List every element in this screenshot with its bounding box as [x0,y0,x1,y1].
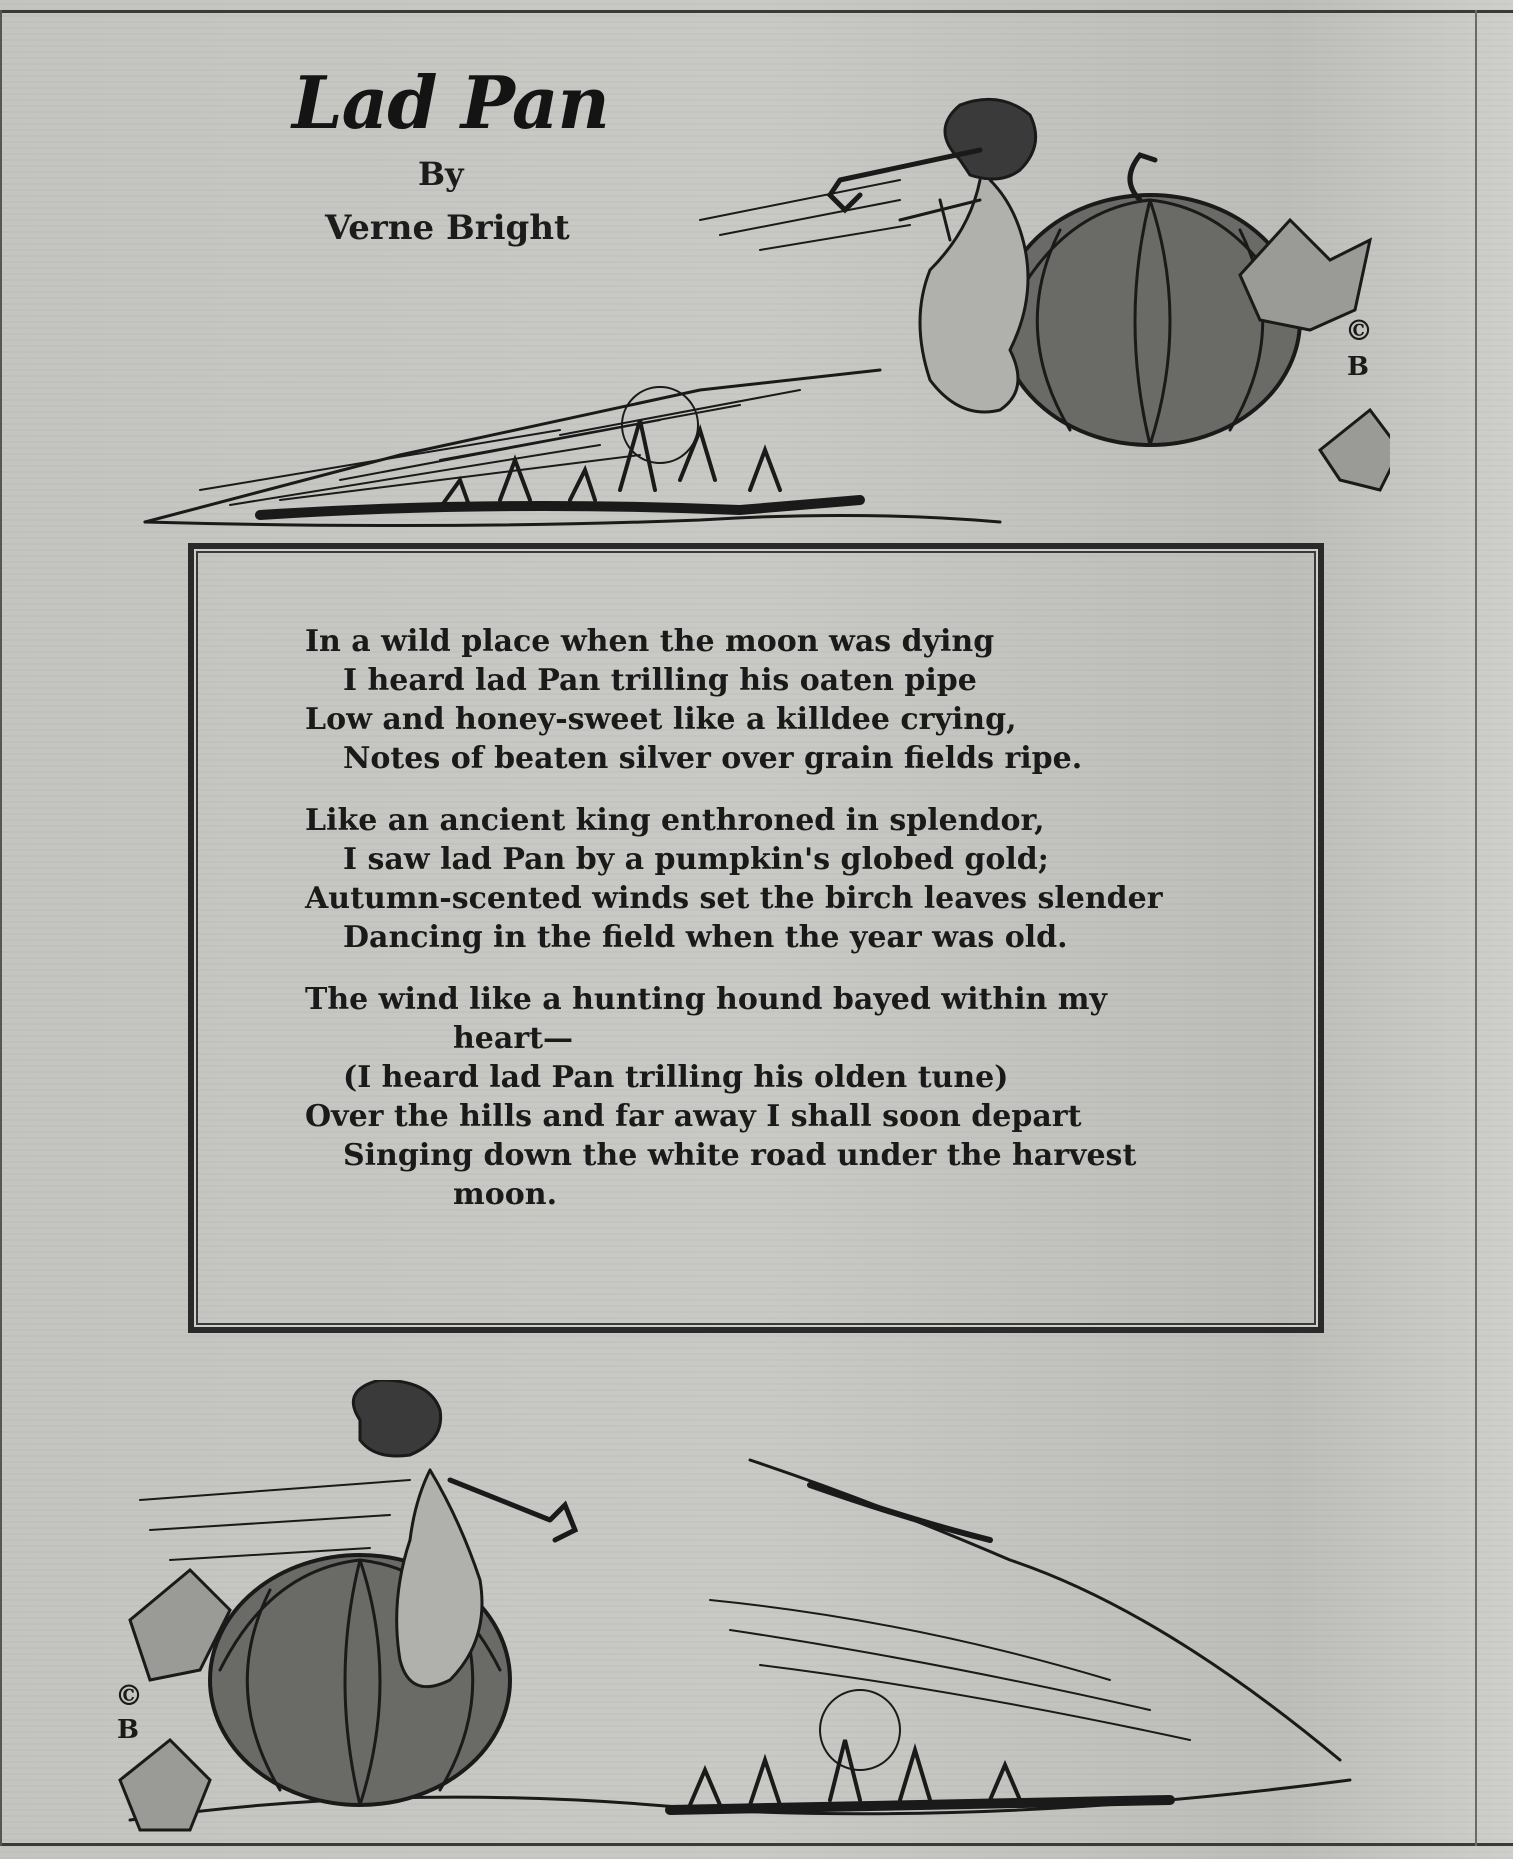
stanza-1 [305,622,1245,778]
poem-line: Low and honey-sweet like a killdee crying, [305,702,1017,737]
poem-line: heart— [453,1021,573,1056]
left-column-rule [0,10,2,1846]
poem-line: Like an ancient king enthroned in splendor, [305,803,1045,838]
poem-line: Notes of beaten silver over grain fields ripe. [343,741,1083,776]
svg-text:©: © [115,1679,143,1712]
poem-line: I saw lad Pan by a pumpkin's globed gold; [343,842,1049,877]
svg-text:©: © [1345,314,1373,347]
poem-line: moon. [453,1177,558,1212]
poem-line: I heard lad Pan trilling his oaten pipe [343,663,977,698]
svg-text:B: B [117,1715,139,1745]
byline: By [418,155,464,193]
top-rule [0,10,1513,13]
author-name: Verne Bright [325,208,570,248]
svg-text:B: B [1347,352,1369,382]
poem-line: Dancing in the field when the year was old. [343,920,1068,955]
poem-line: Over the hills and far away I shall soon depart [305,1099,1082,1134]
poem-line: Autumn-scented winds set the birch leaves slender [305,881,1163,916]
poem-body [305,622,1245,1237]
poem-line: Singing down the white road under the harvest [343,1138,1137,1173]
poem-line: (I heard lad Pan trilling his olden tune) [343,1060,1009,1095]
stanza-2 [305,801,1245,957]
poem-line: In a wild place when the moon was dying [305,624,995,659]
stanza-3 [305,980,1245,1214]
pan-pumpkin-illustration-top [140,60,1390,540]
poem-line: The wind like a hunting hound bayed within my [305,982,1107,1017]
right-column-rule [1475,10,1477,1846]
pan-pumpkin-illustration-bottom [110,1380,1360,1840]
bottom-rule [0,1843,1513,1846]
poem-title: Lad Pan [292,60,609,145]
